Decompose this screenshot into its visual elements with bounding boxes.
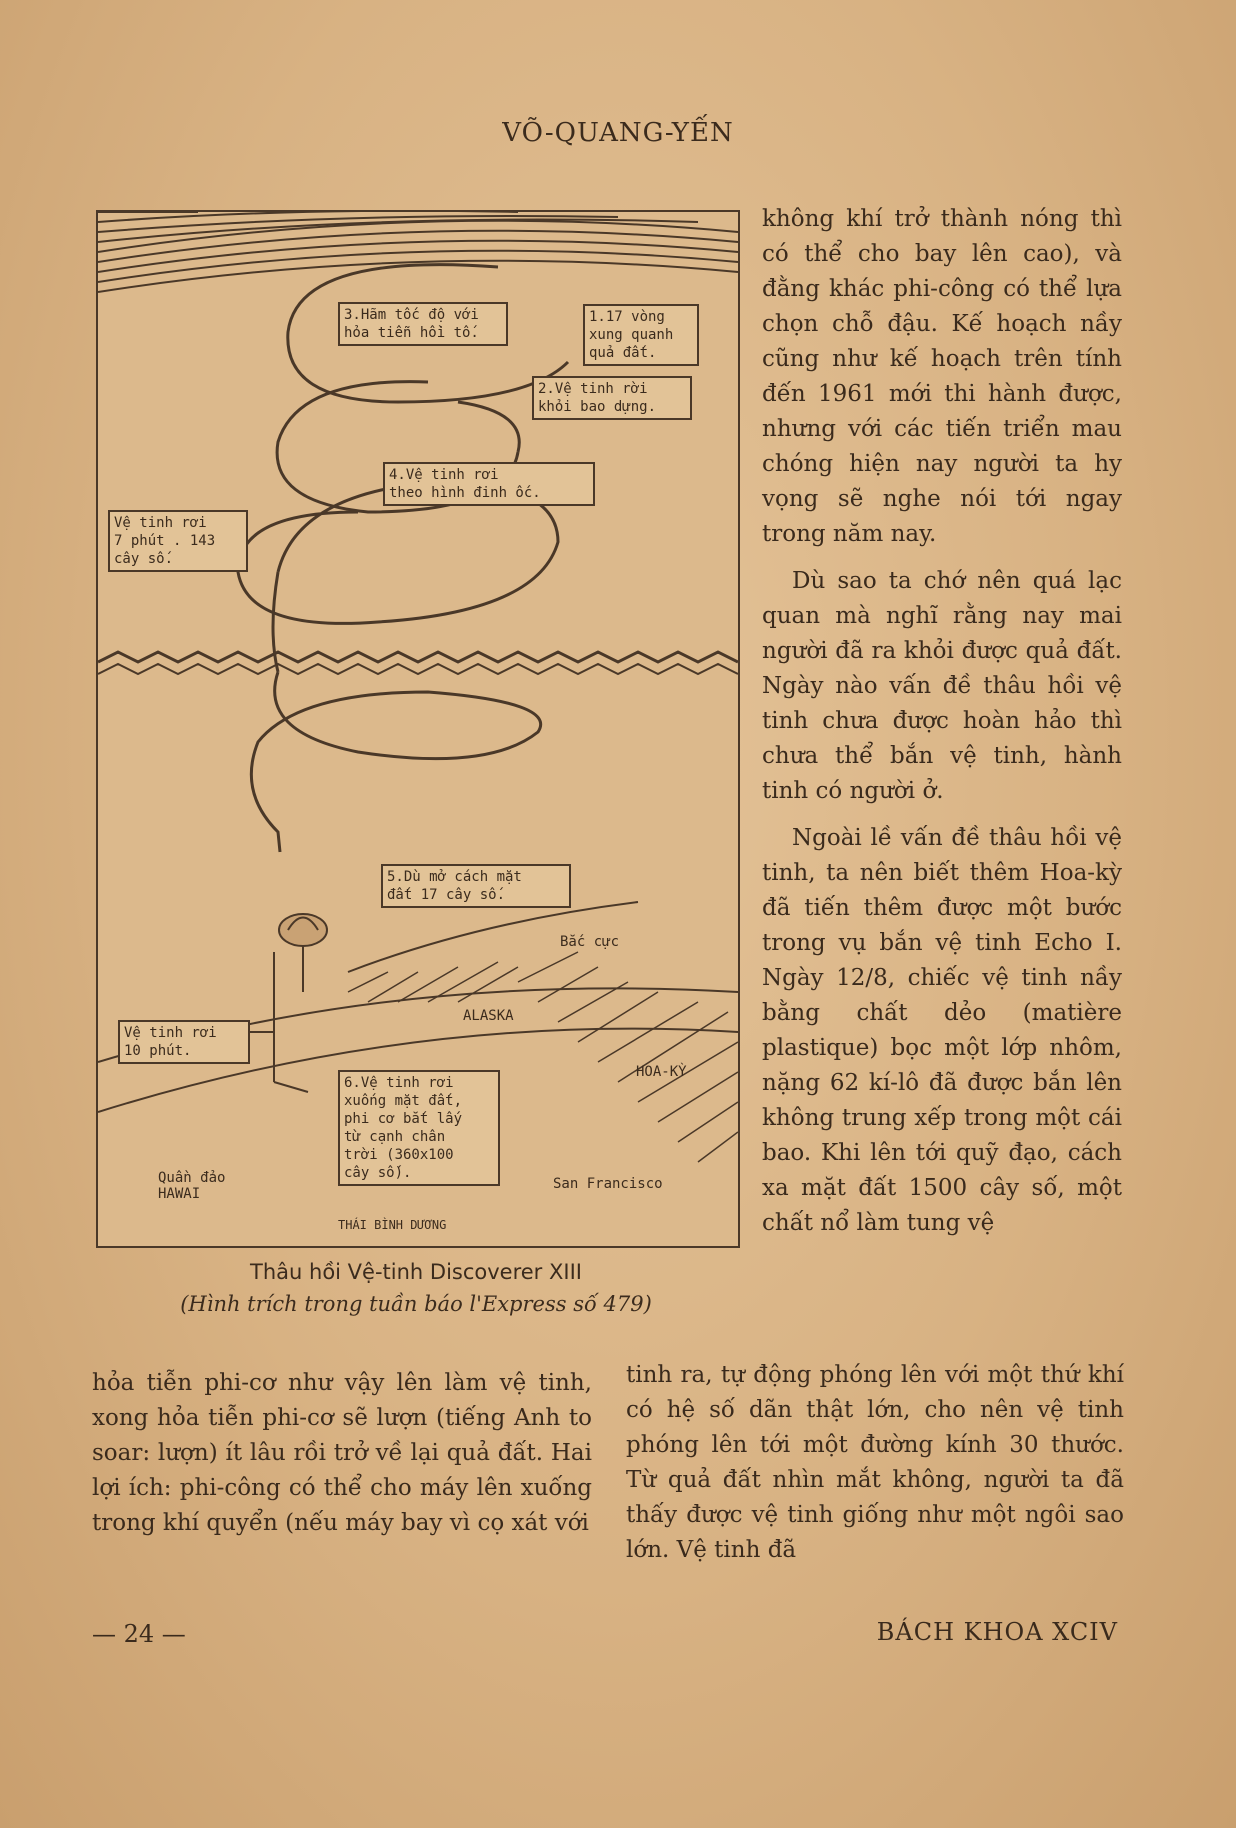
label-alaska: ALASKA [463, 1008, 514, 1024]
callout-fall-10min: Vệ tinh rơi 10 phút. [118, 1020, 250, 1064]
figure-caption: Thâu hồi Vệ-tinh Discoverer XIII [250, 1260, 582, 1284]
callout-spiral: 4.Vệ tinh rơi theo hình đinh ốc. [383, 462, 595, 506]
satellite-recovery-figure [96, 210, 740, 1248]
publication-footer: BÁCH KHOA XCIV [876, 1618, 1118, 1646]
label-usa: HOA-KỲ [636, 1064, 687, 1080]
page-number: — 24 — [92, 1620, 186, 1648]
paragraph: Dù sao ta chớ nên quá lạc quan mà nghĩ rằng nay mai người đã ra khỏi được quả đất. Ngày nào vấn đề thâu hồi vệ tinh chưa được hoàn hảo thì chưa thể bắn vệ tinh, hành tinh có người ở. [762, 568, 1122, 804]
descent-spiral [238, 265, 568, 852]
right-column-text [762, 202, 1122, 1241]
wavy-divider [98, 652, 738, 662]
paragraph: không khí trở thành nóng thì có thể cho bay lên cao), và đằng khác phi-công có thể lựa chọn chỗ đậu. Kế hoạch nầy cũng như kế hoạch trên tính đến 1961 mới thi hành được, nhưng với các tiến triển mau chóng hiện nay người ta hy vọng sẽ nghe nói tới ngay trong năm nay. [762, 206, 1122, 547]
satellite-icon [279, 914, 327, 992]
callout-capture: 6.Vệ tinh rơi xuống mặt đất, phi cơ bắt lấy từ cạnh chân trời (360x100 cây số). [338, 1070, 500, 1186]
bottom-right-text: tinh ra, tự động phóng lên với một thứ khí có hệ số dãn thật lớn, cho nên vệ tinh phóng lên tới một đường kính 30 thước. Từ quả đất nhìn mắt không, người ta đã thấy được vệ tinh giống như một ngôi sao lớn. Vệ tinh đã [626, 1362, 1124, 1563]
figure-caption-source: (Hình trích trong tuần báo l'Express số 479) [180, 1292, 652, 1316]
label-san-francisco: San Francisco [553, 1176, 663, 1192]
callout-fall-7min: Vệ tinh rơi 7 phút . 143 cây số. [108, 510, 248, 572]
atmosphere-layers [98, 212, 738, 292]
label-hawaii: Quần đảo HAWAI [158, 1170, 226, 1202]
paragraph: Ngoài lề vấn đề thâu hồi vệ tinh, ta nên biết thêm Hoa-kỳ đã tiến thêm được một bước trong vụ bắn vệ tinh Echo I. Ngày 12/8, chiếc vệ tinh nầy bằng chất dẻo (matière plastique) bọc một lớp nhôm, nặng 62 kí-lô đã được bắn lên không trung xếp trong một cái bao. Khi lên tới quỹ đạo, cách xa mặt đất 1500 cây số, một chất nổ làm tung vệ [762, 825, 1122, 1236]
author-header: VÕ-QUANG-YẾN [502, 118, 734, 148]
callout-orbits: 1.17 vòng xung quanh quả đất. [583, 304, 699, 366]
label-pacific: THÁI BÌNH DƯƠNG [338, 1218, 447, 1232]
callout-braking: 3.Hãm tốc độ với hỏa tiễn hồi tố. [338, 302, 508, 346]
bottom-left-text: hỏa tiễn phi-cơ như vậy lên làm vệ tinh, xong hỏa tiễn phi-cơ sẽ lượn (tiếng Anh to soar: lượn) ít lâu rồi trở về lại quả đất. Hai lợi ích: phi-công có thể cho máy lên xuống trong khí quyển (nếu máy bay vì cọ xát với [92, 1370, 592, 1536]
label-north-pole: Bắc cực [560, 934, 620, 950]
callout-parachute: 5.Dù mở cách mặt đất 17 cây số. [381, 864, 571, 908]
callout-separation: 2.Vệ tinh rời khỏi bao dựng. [532, 376, 692, 420]
